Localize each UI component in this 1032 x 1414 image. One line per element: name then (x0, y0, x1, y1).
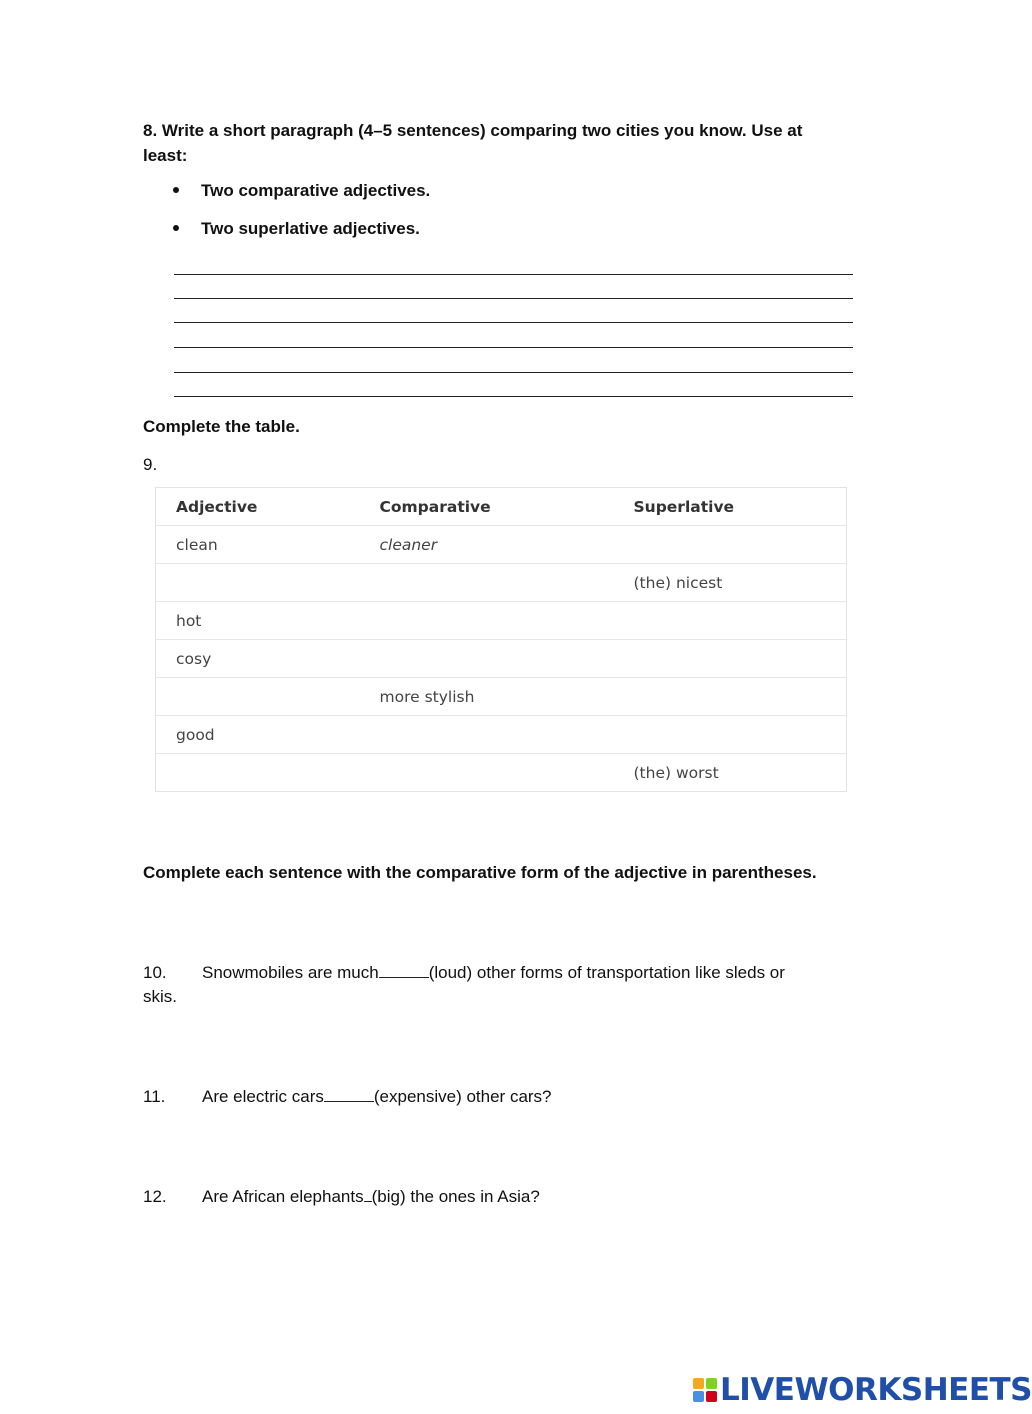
cell-superlative[interactable] (614, 526, 847, 564)
q10-before: Snowmobiles are much (202, 963, 379, 982)
q11-blank[interactable] (324, 1087, 374, 1102)
question-9-number: 9. (143, 455, 158, 474)
question-12-sentence (202, 1187, 540, 1207)
q12-blank[interactable] (364, 1187, 372, 1202)
answer-line-6[interactable] (174, 396, 853, 397)
q10-blank[interactable] (379, 963, 429, 978)
cell-adjective: cosy (156, 640, 360, 678)
table-heading: Complete the table. (143, 417, 300, 436)
bullet-dot-icon (173, 187, 179, 193)
cell-comparative[interactable] (360, 716, 614, 754)
answer-line-1[interactable] (174, 274, 853, 275)
table-row (156, 526, 847, 564)
logo-square (693, 1391, 704, 1402)
answer-line-2[interactable] (174, 298, 853, 299)
cell-adjective[interactable] (156, 754, 360, 792)
table-row (156, 564, 847, 602)
q12-before: Are African elephants (202, 1187, 364, 1206)
q11-before: Are electric cars (202, 1087, 324, 1106)
cell-superlative[interactable] (614, 678, 847, 716)
cell-superlative[interactable] (614, 716, 847, 754)
bullet-item (173, 181, 430, 201)
cell-superlative: (the) worst (633, 763, 719, 782)
cell-comparative: cleaner (360, 526, 614, 564)
table-row (156, 754, 847, 792)
q10-after: (loud) other forms of transportation like sleds or (428, 963, 785, 982)
cell-superlative: (the) nicest (614, 564, 847, 602)
logo-grid-icon (693, 1378, 717, 1402)
cell-adjective: hot (156, 602, 360, 640)
question-10-number: 10. (143, 963, 167, 982)
adjective-forms-table (155, 487, 847, 792)
table-row (156, 640, 847, 678)
answer-line-5[interactable] (174, 372, 853, 373)
table-row (156, 716, 847, 754)
cell-adjective: clean (156, 526, 360, 564)
header-superlative: Superlative (614, 488, 847, 526)
question-10-sentence (202, 963, 785, 983)
bullet-item (173, 219, 420, 239)
answer-line-4[interactable] (174, 347, 853, 348)
cell-adjective: good (156, 716, 360, 754)
sentences-heading: Complete each sentence with the comparative form of the adjective in parentheses. (143, 863, 817, 882)
bullet-text: Two superlative adjectives. (201, 219, 420, 238)
bullet-text: Two comparative adjectives. (201, 181, 431, 200)
logo-text: LIVEWORKSHEETS (720, 1372, 1032, 1408)
table-row (156, 678, 847, 716)
cell-comparative: more stylish (360, 678, 614, 716)
answer-line-3[interactable] (174, 322, 853, 323)
logo-square (693, 1378, 704, 1389)
cell-superlative[interactable] (614, 602, 847, 640)
logo-square (706, 1391, 717, 1402)
q12-after: (big) the ones in Asia? (371, 1187, 540, 1206)
cell-comparative[interactable] (360, 640, 614, 678)
header-adjective: Adjective (156, 488, 360, 526)
liveworksheets-logo (693, 1373, 1032, 1407)
cell-comparative[interactable] (360, 564, 614, 602)
question-11-sentence (202, 1087, 552, 1107)
question-10-continuation: skis. (143, 987, 177, 1006)
table-header-row (156, 488, 847, 526)
cell-adjective[interactable] (156, 564, 360, 602)
question-12-number: 12. (143, 1187, 167, 1206)
header-comparative: Comparative (360, 488, 614, 526)
question-8-prompt: 8. Write a short paragraph (4–5 sentences) comparing two cities you know. Use at least: (143, 121, 803, 165)
question-11-number: 11. (143, 1087, 166, 1106)
cell-adjective[interactable] (156, 678, 360, 716)
bullet-dot-icon (173, 225, 179, 231)
cell-superlative[interactable] (614, 640, 847, 678)
cell-comparative[interactable] (360, 754, 614, 792)
cell-comparative[interactable] (360, 602, 614, 640)
logo-square (706, 1378, 717, 1389)
q11-after: (expensive) other cars? (373, 1087, 552, 1106)
table-row (156, 602, 847, 640)
